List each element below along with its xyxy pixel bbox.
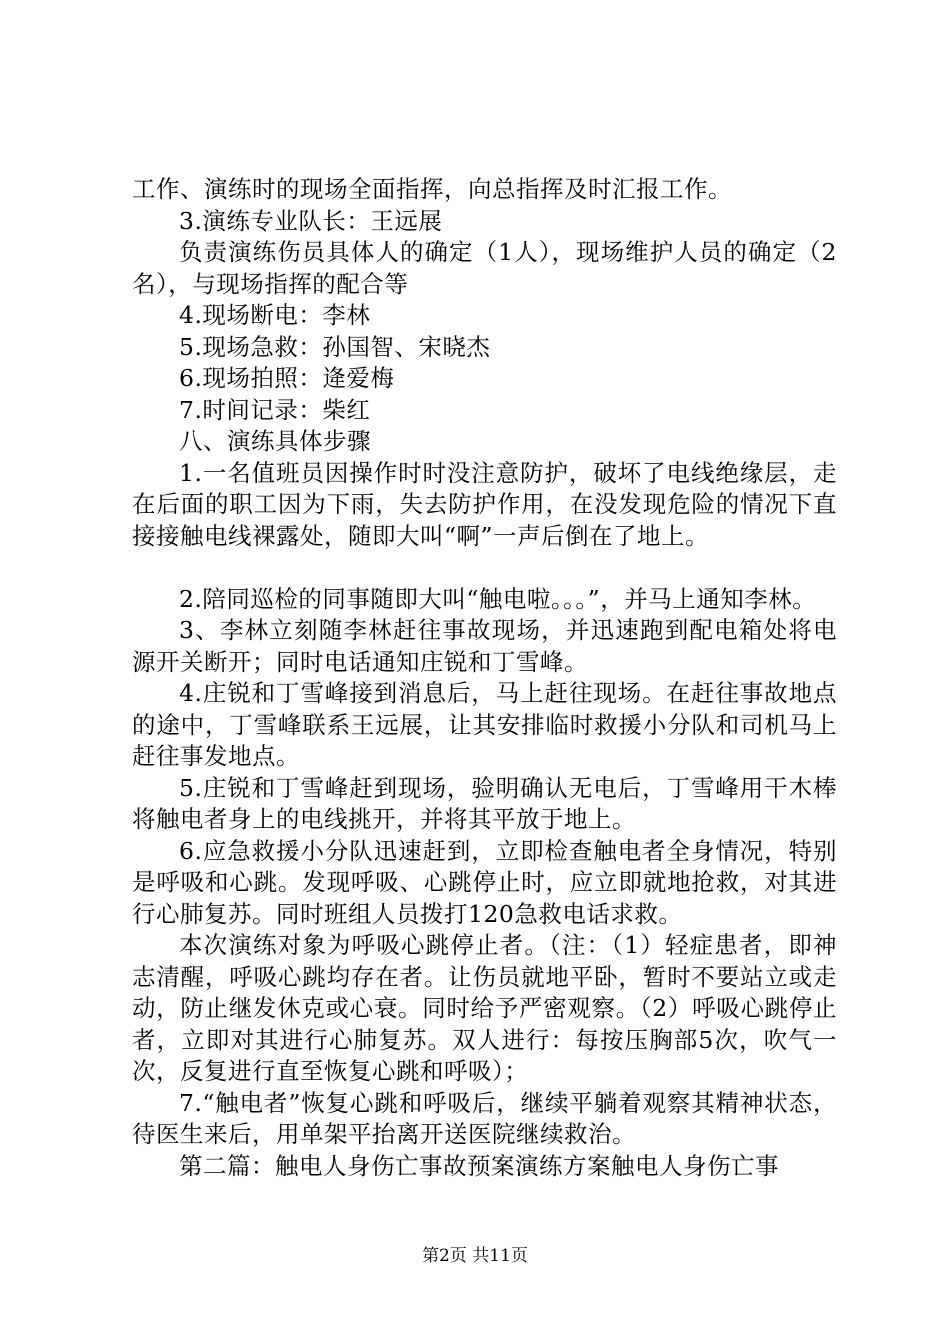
paragraph: 6.应急救援小分队迅速赶到，立即检查触电者全身情况，特别是呼吸和心跳。发现呼吸、心跳停止时，应立即就地抢救，对其进行心肺复苏。同时班组人员拨打120急救电话求救。: [132, 836, 837, 928]
paragraph: 本次演练对象为呼吸心跳停止者。（注：（1）轻症患者，即神志清醒，呼吸心跳均存在者。让伤员就地平卧，暂时不要站立或走动，防止继发休克或心衰。同时给予严密观察。（2）呼吸心跳停止者，立即对其进行心肺复苏。双人进行：每按压胸部5次，吹气一次，反复进行直至恢复心跳和呼吸）；: [132, 931, 837, 1085]
paragraph: 4.现场断电：李林: [179, 301, 371, 329]
paragraph: 第二篇：触电人身伤亡事故预案演练方案触电人身伤亡事: [179, 1151, 779, 1180]
paragraph: 7.时间记录：柴红: [179, 395, 371, 424]
paragraph: 1.一名值班员因操作时时没注意防护，破坏了电线绝缘层，走在后面的职工因为下雨，失去防护作用，在没发现危险的情况下直接接触电线裸露处，随即大叫“啊”一声后倒在了地上。: [132, 458, 837, 550]
paragraph: 6.现场拍照：逄爱梅: [179, 364, 395, 392]
paragraph: 工作、演练时的现场全面指挥，向总指挥及时汇报工作。: [132, 175, 732, 203]
page-footer: [0, 1244, 950, 1268]
paragraph: 4.庄锐和丁雪峰接到消息后，马上赶往现场。在赶往事故地点的途中，丁雪峰联系王远展，让其安排临时救援小分队和司机马上赶往事发地点。: [132, 679, 837, 770]
paragraph: 负责演练伤员具体人的确定（1人），现场维护人员的确定（2名），与现场指挥的配合等: [132, 238, 837, 298]
page-number: 第2页 共11页: [422, 1246, 528, 1266]
paragraph: 3、李林立刻随李林赶往事故现场，并迅速跑到配电箱处将电源开关断开；同时电话通知庄锐和丁雪峰。: [132, 616, 837, 676]
paragraph: 3.演练专业队长：王远展: [179, 206, 443, 235]
section-heading: 八、演练具体步骤: [179, 427, 371, 455]
document-body: [132, 174, 837, 1182]
paragraph: 7.“触电者”恢复心跳和呼吸后，继续平躺着观察其精神状态，待医生来后，用单架平抬离开送医院继续救治。: [132, 1088, 837, 1148]
paragraph: 5.庄锐和丁雪峰赶到现场，验明确认无电后，丁雪峰用干木棒将触电者身上的电线挑开，并将其平放于地上。: [132, 773, 837, 833]
paragraph: 2.陪同巡检的同事随即大叫“触电啦。。。”，并马上通知李林。: [179, 584, 817, 613]
paragraph: 5.现场急救：孙国智、宋晓杰: [179, 332, 491, 361]
